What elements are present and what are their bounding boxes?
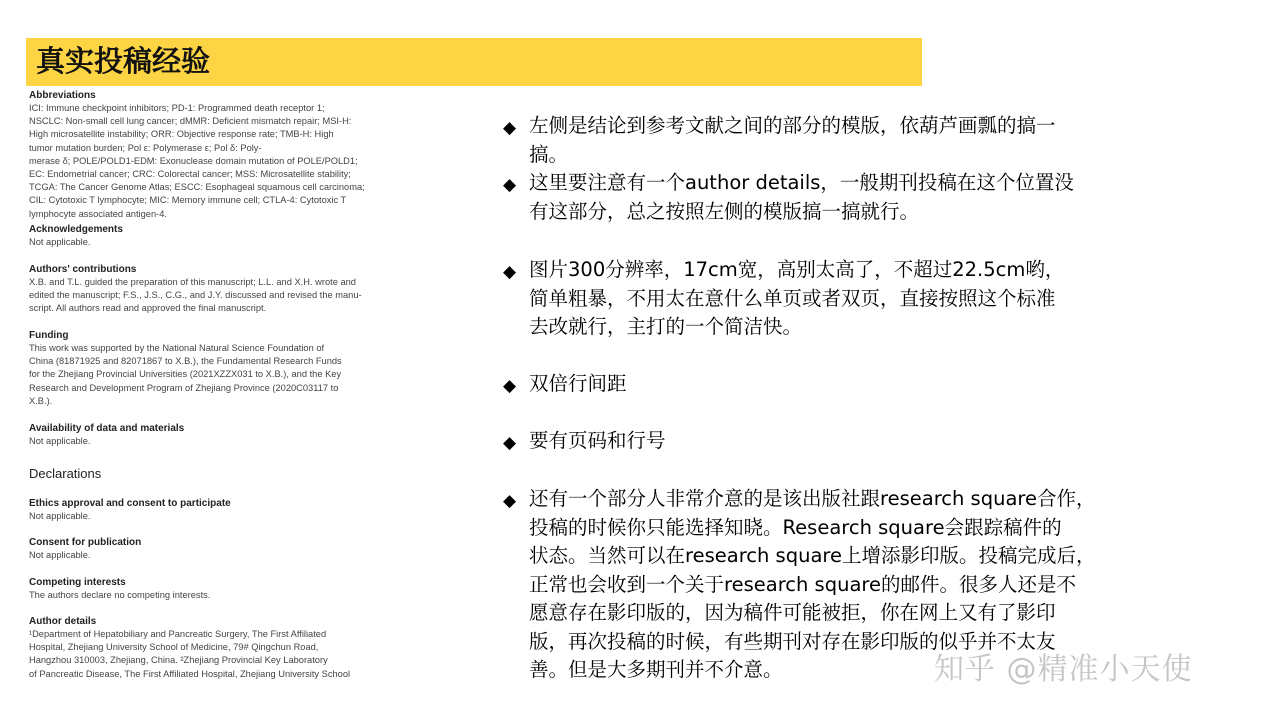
bullet-line: 左侧是结论到参考文献之间的部分的模版，依葫芦画瓢的搞一 (529, 114, 1056, 137)
slide-title: 真实投稿经验 (36, 44, 211, 78)
ethics-heading: Ethics approval and consent to participate (29, 498, 231, 509)
acknowledgements-heading: Acknowledgements (29, 224, 123, 235)
diamond-bullet-icon: ◆ (503, 118, 517, 138)
bullet-line: 正常也会收到一个关于research square的邮件。很多人还是不 (529, 572, 1076, 596)
declarations-section (29, 468, 379, 480)
abbr-line: lymphocyte associated antigen-4. (29, 208, 167, 219)
funding-line: This work was supported by the National Natural Science Foundation of (29, 343, 325, 353)
author-details-line: of Pancreatic Disease, The First Affiliated Hospital, Zhejiang University School (29, 668, 351, 679)
contributions-section (29, 264, 379, 316)
ethics-section (29, 498, 379, 523)
competing-section (29, 577, 379, 602)
abbreviations-heading: Abbreviations (29, 90, 96, 101)
author-details-heading: Author details (29, 616, 97, 627)
availability-section (29, 423, 379, 448)
funding-line: for the Zhejiang Provincial Universities (2021XZZX031 to X.B.), and the Key (29, 369, 342, 380)
bullet-line: 这里要注意有一个author details，一般期刊投稿在这个位置没 (529, 171, 1074, 194)
bullet-line: 状态。当然可以在research square上增添影印版。投稿完成后， (529, 544, 1096, 567)
funding-line: Research and Development Program of Zhejiang Province (2020C03117 to (29, 382, 339, 393)
bullet-line: 去改就行，主打的一个简洁快。 (529, 315, 803, 338)
abbr-line: CIL: Cytotoxic T lymphocyte; MIC: Memory immune cell; CTLA-4: Cytotoxic T (29, 195, 347, 206)
competing-text: The authors declare no competing interests. (29, 590, 211, 600)
bullet-line: 图片300分辨率，17cm宽，高别太高了，不超过22.5cm哟， (529, 258, 1065, 281)
contributions-line: script. All authors read and approved the final manuscript. (29, 303, 267, 314)
ethics-text: Not applicable. (29, 511, 91, 521)
contributions-line: edited the manuscript; F.S., J.S., C.G., and J.Y. discussed and revised the manu- (29, 290, 362, 301)
abbr-line: merase δ; POLE/POLD1-EDM: Exonuclease domain mutation of POLE/POLD1; (29, 155, 358, 166)
abbr-line: TCGA: The Cancer Genome Atlas; ESCC: Esophageal squamous cell carcinoma; (29, 182, 365, 193)
funding-section (29, 330, 379, 408)
bullet-line: 要有页码和行号 (529, 429, 666, 452)
declarations-heading: Declarations (29, 466, 102, 481)
diamond-bullet-icon: ◆ (503, 433, 517, 453)
author-details-section (29, 616, 379, 681)
author-details-line: Hangzhou 310003, Zhejiang, China. ²Zhejiang Provincial Key Laboratory (29, 655, 328, 666)
author-details-line: Hospital, Zhejiang University School of Medicine, 79# Qingchun Road, (29, 642, 319, 653)
contributions-heading: Authors' contributions (29, 264, 137, 275)
availability-heading: Availability of data and materials (29, 423, 185, 434)
bullet-line: 有这部分，总之按照左侧的模版搞一搞就行。 (529, 199, 920, 223)
zhihu-watermark: 知乎 @精准小天使 (934, 652, 1193, 687)
abbr-line: NSCLC: Non-small cell lung cancer; dMMR: Deficient mismatch repair; MSI-H: (29, 116, 352, 127)
bullet-line: 简单粗暴，不用太在意什么单页或者双页，直接按照这个标准 (529, 286, 1056, 310)
abbr-line: EC: Endometrial cancer; CRC: Colorectal cancer; MSS: Microsatellite stability; (29, 169, 351, 180)
diamond-bullet-icon: ◆ (503, 376, 517, 396)
bullet-line: 版，再次投稿的时候，有些期刊对存在影印版的似乎并不太友 (529, 629, 1056, 653)
diamond-bullet-icon: ◆ (503, 175, 517, 195)
abbr-line: tumor mutation burden; Pol ε: Polymerase ε; Pol δ: Poly- (29, 142, 262, 153)
title-bar (26, 38, 922, 86)
abbreviations-section (29, 90, 379, 221)
bullet-line: 投稿的时候你只能选择知晓。Research square会跟踪稿件的 (529, 515, 1062, 539)
consent-text: Not applicable. (29, 550, 91, 560)
bullet-line: 善。但是大多期刊并不介意。 (529, 658, 783, 681)
competing-heading: Competing interests (29, 577, 126, 588)
author-details-line: ¹Department of Hepatobiliary and Pancreatic Surgery, The First Affiliated (29, 629, 327, 639)
bullet-line: 还有一个部分人非常介意的是该出版社跟research square合作， (529, 487, 1096, 510)
availability-text: Not applicable. (29, 436, 91, 446)
consent-section (29, 537, 379, 562)
diamond-bullet-icon: ◆ (503, 262, 517, 282)
funding-heading: Funding (29, 330, 69, 341)
bullet-line: 愿意存在影印版的，因为稿件可能被拒，你在网上又有了影印 (529, 601, 1056, 624)
bullet-line: 双倍行间距 (529, 372, 627, 395)
acknowledgements-text: Not applicable. (29, 237, 91, 247)
acknowledgements-section (29, 224, 379, 249)
abbr-line: High microsatellite instability; ORR: Objective response rate; TMB-H: High (29, 129, 334, 140)
abbr-line: ICI: Immune checkpoint inhibitors; PD-1: Programmed death receptor 1; (29, 103, 325, 113)
funding-line: China (81871925 and 82071867 to X.B.), the Fundamental Research Funds (29, 356, 342, 367)
diamond-bullet-icon: ◆ (503, 491, 517, 511)
consent-heading: Consent for publication (29, 537, 142, 548)
bullet-line: 搞。 (529, 142, 569, 166)
funding-line: X.B.). (29, 395, 53, 406)
contributions-line: X.B. and T.L. guided the preparation of this manuscript; L.L. and X.H. wrote and (29, 277, 356, 287)
